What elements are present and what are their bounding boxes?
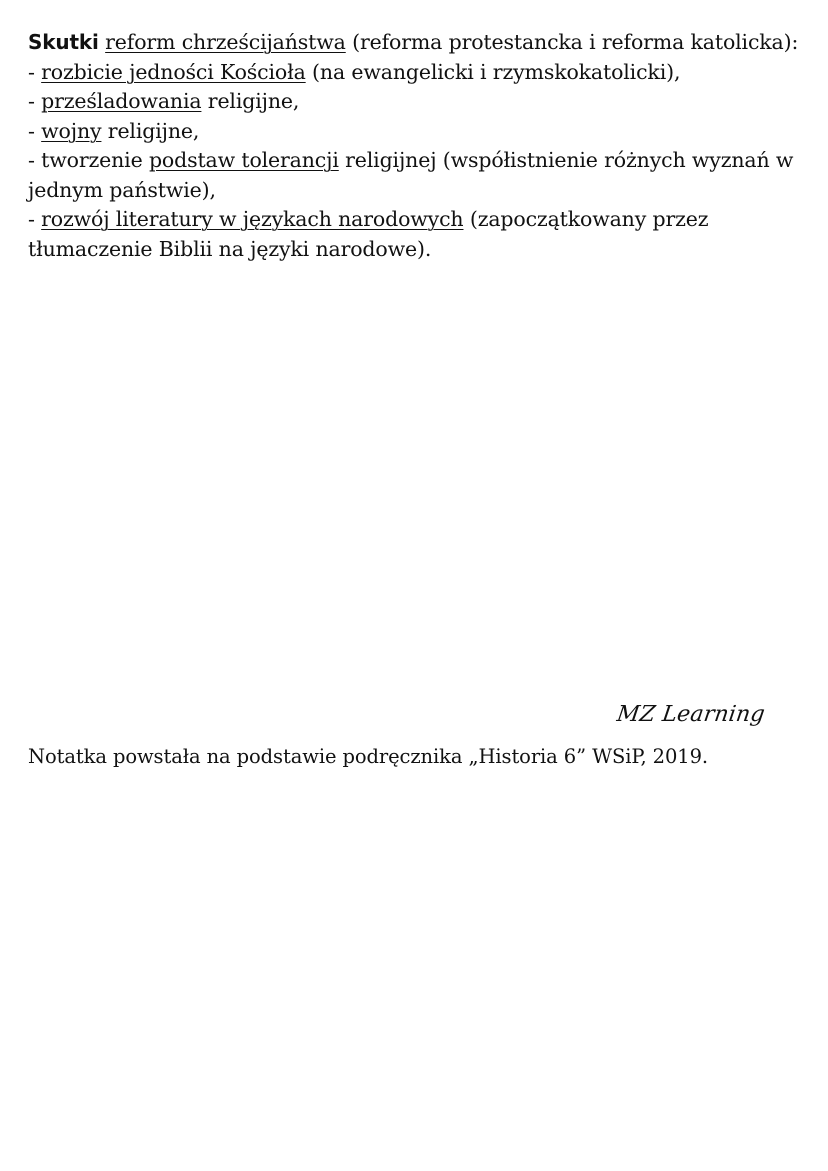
item-after: (zapoczątkowany przez tłumaczenie Biblii na języki narodowe). (28, 207, 709, 261)
item-underlined: podstaw tolerancji (148, 148, 339, 172)
list-dash: - (28, 89, 42, 113)
list-item (28, 117, 818, 147)
source-note: Notatka powstała na podstawie podręcznika „Historia 6” WSiP, 2019. (28, 745, 709, 768)
heading-rest: (reforma protestancka i reforma katolicka): (345, 30, 799, 54)
list-item (28, 87, 818, 117)
list-dash: - (28, 148, 42, 172)
item-underlined: rozbicie jedności Kościoła (41, 59, 306, 84)
item-underlined: prześladowania (41, 89, 202, 113)
heading-underlined-phrase: reform chrześcijaństwa (105, 30, 346, 54)
list-dash: - (28, 207, 42, 231)
note-body (28, 28, 818, 264)
item-after: religijnej (współistnienie różnych wyznań w jednym państwie), (28, 148, 794, 202)
list-dash: - (28, 59, 42, 84)
list-item (28, 58, 818, 88)
list-item (28, 205, 818, 264)
heading-bold-word: Skutki (28, 30, 99, 54)
item-after: (na ewangelicki i rzymskokatolicki), (305, 59, 681, 84)
note-heading (28, 28, 818, 58)
item-underlined: rozwój literatury w językach narodowych (41, 207, 464, 231)
list-item (28, 146, 818, 205)
list-dash: - (28, 118, 42, 143)
item-before: tworzenie (41, 148, 149, 172)
item-underlined: wojny (41, 118, 102, 143)
item-after: religijne, (201, 89, 300, 113)
signature: MZ Learning (615, 702, 767, 727)
item-after: religijne, (101, 118, 200, 143)
